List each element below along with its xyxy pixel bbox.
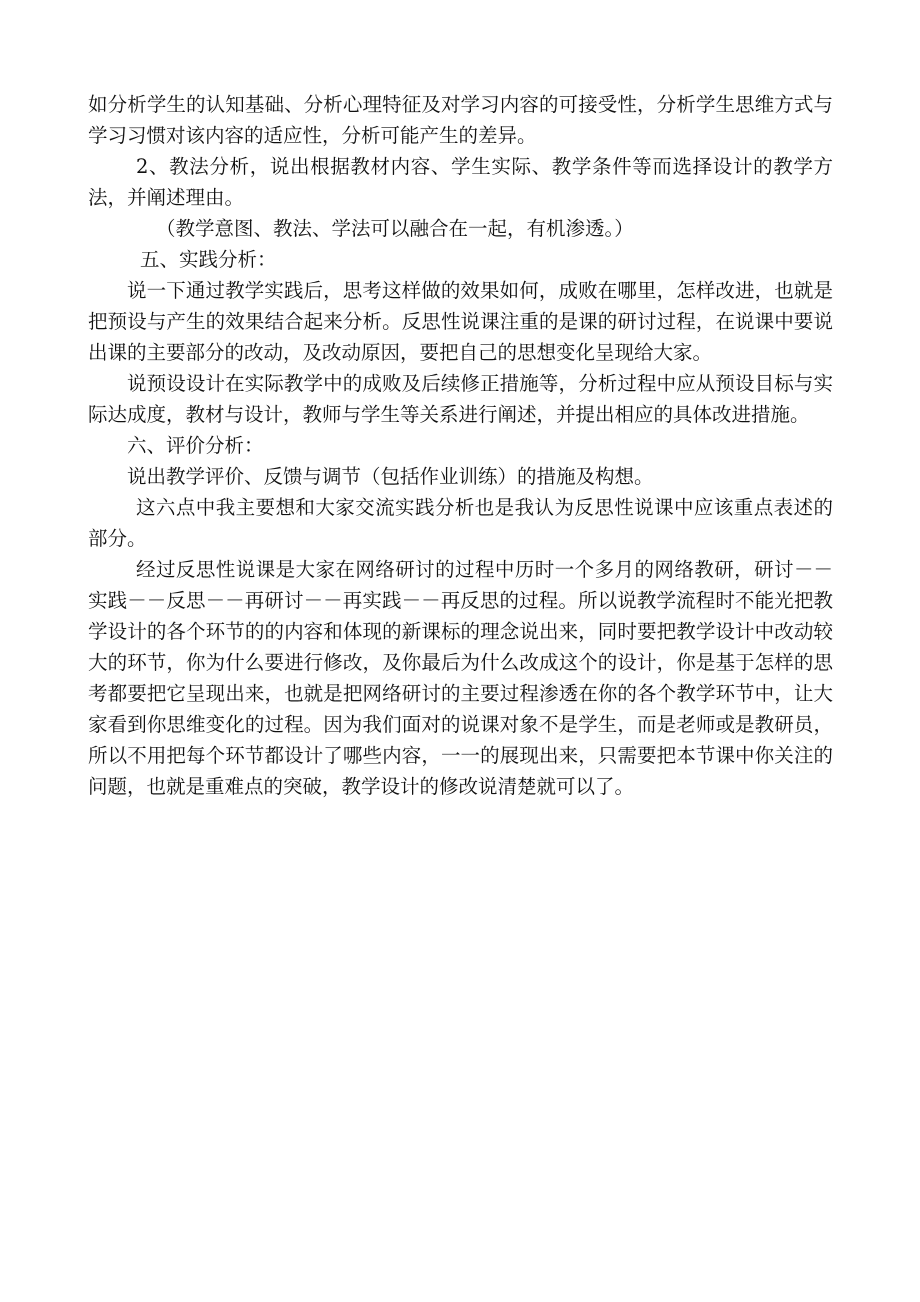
heading-evaluation-analysis: 六、评价分析： [127,434,264,457]
paragraph-practice-1: 说一下通过教学实践后，思考这样做的效果如何，成败在哪里，怎样改进，也就是把预设与产生的效果结合起来分析。反思性说课注重的是课的研讨过程，在说课中要说出课的主要部分的改动，及改动原因，要把自己的思想变化呈现给大家。 [88,279,833,364]
paragraph-note: （教学意图、教法、学法可以融合在一起，有机渗透。） [156,217,634,240]
paragraph-student-analysis: 如分析学生的认知基础、分析心理特征及对学习内容的可接受性，分析学生思维方式与学习习惯对该内容的适应性，分析可能产生的差异。 [88,93,833,147]
paragraph-reflection: 经过反思性说课是大家在网络研讨的过程中历时一个多月的网络教研，研讨－－实践－－反思－－再研讨－－再实践－－再反思的过程。所以说教学流程时不能光把教学设计的各个环节的的内容和体现的新课标的理念说出来，同时要把教学设计中改动较大的环节，你为什么要进行修改，及你最后为什么改成这个的设计，你是基于怎样的思考都要把它呈现出来，也就是把网络研讨的主要过程渗透在你的各个教学环节中，让大家看到你思维变化的过程。因为我们面对的说课对象不是学生，而是老师或是教研员，所以不用把每个环节都设计了哪些内容，一一的展现出来，只需要把本节课中你关注的问题，也就是重难点的突破，教学设计的修改说清楚就可以了。 [88,558,833,798]
document-body [88,89,833,802]
paragraph-teaching-method: 2、教法分析，说出根据教材内容、学生实际、教学条件等而选择设计的教学方法，并阐述理由。 [88,155,833,209]
paragraph-summary: 这六点中我主要想和大家交流实践分析也是我认为反思性说课中应该重点表述的部分。 [88,496,833,550]
paragraph-evaluation: 说出教学评价、反馈与调节（包括作业训练）的措施及构想。 [127,465,654,488]
heading-practice-analysis: 五、实践分析： [140,248,277,271]
paragraph-practice-2: 说预设设计在实际教学中的成败及后续修正措施等，分析过程中应从预设目标与实际达成度，教材与设计，教师与学生等关系进行阐述，并提出相应的具体改进措施。 [88,372,833,426]
